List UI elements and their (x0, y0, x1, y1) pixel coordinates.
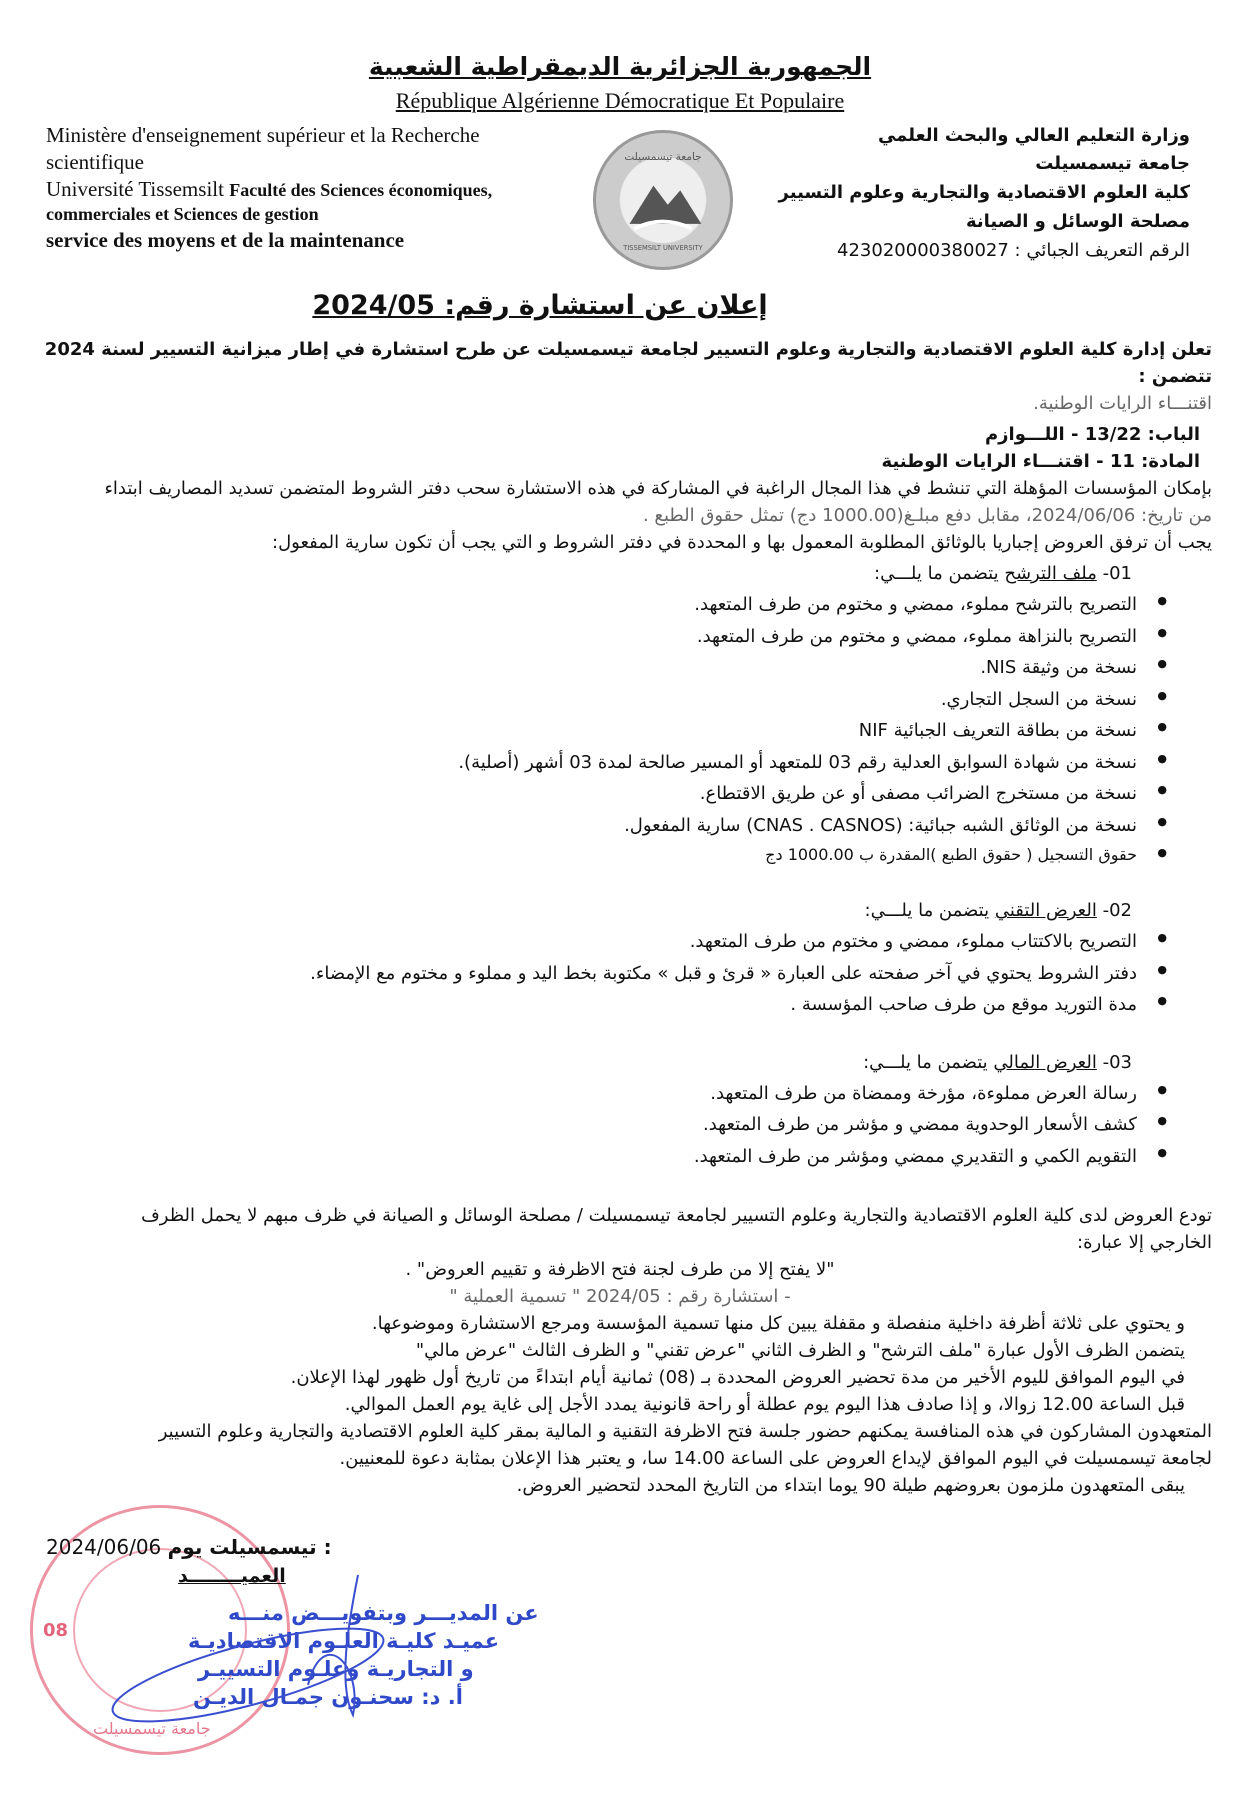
republic-title-ar: الجمهورية الجزائرية الديمقراطية الشعبية (368, 52, 872, 81)
budget-chapter: الباب: 13/22 - اللـــوازم (984, 424, 1200, 445)
submission-line: تودع العروض لدى كلية العلوم الاقتصادية والتجارية وعلوم التسيير لجامعة تيسمسيلت / مصلحة الوسائل و الصيانة في ظرف مبهم لا يحمل الظرف (141, 1205, 1212, 1226)
submission-line: الخارجي إلا عبارة: (1077, 1232, 1212, 1253)
signature-date-line (46, 1535, 332, 1559)
stamp-line: عن المديـــر وبتفويـــض منـــه (228, 1601, 539, 1625)
section-suffix: يتضمن ما يلـــي: (864, 900, 995, 921)
university-name-fr: Université Tissemsilt (46, 177, 224, 202)
list-item: ● مدة التوريد موقع من طرف صاحب المؤسسة . (28, 989, 1137, 1021)
list-item: ● نسخة من بطاقة التعريف الجبائية NIF (28, 715, 1137, 747)
budget-article: المادة: 11 - اقتنـــاء الرايات الوطنية (881, 451, 1200, 472)
section-01-heading (28, 560, 1212, 587)
intro-line: تعلن إدارة كلية العلوم الاقتصادية والتجارية وعلوم التسيير لجامعة تيسمسيلت عن طرح استشارة في إطار ميزانية التسيير لسنة 2024 تتضمن : (44, 339, 1212, 387)
announcement-title: إعلان عن استشارة رقم: 2024/05 (312, 289, 768, 321)
ministry-fr-cont: scientifique (46, 149, 144, 174)
seal-number: 08 (43, 1620, 69, 1641)
submission-line: قبل الساعة 12.00 زوالا، و إذا صادف هذا اليوم يوم عطلة أو راحة قانونية يمدد الأجل إلى غاية يوم العمل الموالي. (344, 1394, 1185, 1415)
section-number: 01- (1102, 563, 1132, 584)
submission-line: و يحتوي على ثلاثة أظرفة داخلية منفصلة و مقفلة يبين كل منها تسمية المؤسسة ومرجع الاستشارة وموضوعها. (371, 1313, 1185, 1334)
section-title: العرض التقني (994, 900, 1097, 921)
list-item: ● رسالة العرض مملوءة، مؤرخة وممضاة من طرف المتعهد. (28, 1078, 1137, 1110)
faculty-fr: Faculté des Sciences économiques, (229, 180, 493, 201)
conditions-line-2: من تاريخ: 2024/06/06، مقابل دفع مبلـغ(1000.00 دج) تمثل حقوق الطبع . (642, 505, 1212, 526)
submission-line: لجامعة تيسمسيلت في اليوم الموافق لإيداع العروض على الساعة 14.00 سا، و يعتبر هذا الإعلان بمثابة دعوة للمعنيين. (339, 1448, 1212, 1469)
signature-role: العميــــــــد (178, 1565, 286, 1587)
list-item: ● حقوق التسجيل ( حقوق الطبع )المقدرة ب 1000.00 دج (28, 841, 1137, 869)
list-item: ● دفتر الشروط يحتوي في آخر صفحته على العبارة « قرئ و قبل » مكتوبة بخط اليد و مملوء و مختوم مع الإمضاء. (28, 958, 1137, 990)
handwritten-signature (108, 1565, 408, 1735)
envelope-label: "لا يفتح إلا من طرف لجنة فتح الاظرفة و تقييم العروض" . (405, 1259, 835, 1280)
conditions-line-1: بإمكان المؤسسات المؤهلة التي تنشط في هذا المجال الراغبة في المشاركة في هذه الاستشارة سحب دفتر الشروط المتضمن تسديد المصاريف ابتداء (104, 478, 1212, 499)
submission-line: يتضمن الظرف الأول عبارة "ملف الترشح" و الظرف الثاني "عرض تقني" و الظرف الثالث "عرض مالي" (415, 1340, 1185, 1361)
section-number: 02- (1102, 900, 1132, 921)
section-03-list (28, 1078, 1212, 1173)
section-03-heading (28, 1049, 1212, 1076)
section-suffix: يتضمن ما يلـــي: (863, 1051, 994, 1073)
list-item: ● كشف الأسعار الوحدوية ممضي و مؤشر من طرف المتعهد. (28, 1109, 1137, 1141)
signature-date: 2024/06/06 (46, 1535, 162, 1559)
submission-line: المتعهدون المشاركون في هذه المنافسة يمكنهم حضور جلسة فتح الاظرفة التقنية و المالية بمقر كلية العلوم الاقتصادية والتجارية وعلوم التسيير (158, 1421, 1212, 1442)
section-01-list (28, 589, 1212, 869)
stamp-line: و التجاريـة وعلـوم التسييـر (198, 1657, 474, 1681)
faculty-fr-cont: commerciales et Sciences de gestion (46, 204, 319, 225)
stamp-line: عميـد كليـة العلـوم الاقتصاديـة (188, 1629, 500, 1653)
section-title: العرض المالي (993, 1051, 1097, 1073)
section-title: ملف الترشح (1004, 563, 1097, 584)
logo-text-en: TISSEMSILT UNIVERSITY (623, 243, 703, 252)
letterhead-ar (738, 122, 1212, 266)
list-item: ● التقويم الكمي و التقديري ممضي ومؤشر من طرف المتعهد. (28, 1141, 1137, 1173)
university-logo (588, 122, 738, 270)
signature-block (28, 1505, 1212, 1775)
list-item: ● التصريح بالاكتتاب مملوء، ممضي و مختوم من طرف المتعهد. (28, 926, 1137, 958)
section-suffix: يتضمن ما يلـــي: (874, 563, 1005, 584)
letterhead-fr (28, 122, 568, 255)
list-item: ● نسخة من السجل التجاري. (28, 684, 1137, 716)
submission-line: يبقى المتعهدون ملزمون بعروضهم طيلة 90 يوما ابتداء من التاريخ المحدد لتحضير العروض. (516, 1475, 1185, 1496)
republic-title-fr: République Algérienne Démocratique Et Populaire (395, 87, 845, 113)
list-item: ● نسخة من شهادة السوابق العدلية رقم 03 للمتعهد أو المسير صالحة لمدة 03 أشهر (أصلية). (28, 747, 1137, 779)
section-02-list (28, 926, 1212, 1021)
university-ar: جامعة تيسمسيلت (1035, 153, 1190, 175)
intro-subject: اقتنـــاء الرايات الوطنية. (1033, 393, 1212, 414)
faculty-ar: كلية العلوم الاقتصادية والتجارية وعلوم التسيير (778, 182, 1190, 204)
tax-id: الرقم التعريف الجبائي : 423020000380027 (837, 239, 1190, 261)
mountain-icon (596, 133, 730, 267)
service-fr: service des moyens et de la maintenance (46, 227, 405, 252)
logo-text-ar: جامعة تيسمسيلت (624, 150, 702, 163)
ministry-fr: Ministère d'enseignement supérieur et la Recherche (46, 122, 480, 147)
seal-text: جامعة تيسمسيلت (93, 1719, 211, 1738)
letterhead (28, 122, 1212, 270)
submission-line: في اليوم الموافق لليوم الأخير من مدة تحضير العروض المحددة بـ (08) ثمانية أيام ابتداءً من تاريخ أول ظهور لهذا الإعلان. (290, 1367, 1185, 1388)
section-number: 03- (1102, 1051, 1132, 1073)
consultation-ref: - استشارة رقم : 2024/05 " تسمية العملية " (449, 1286, 791, 1307)
section-02-heading (28, 897, 1212, 924)
conditions-line-3: يجب أن ترفق العروض إجباريا بالوثائق المطلوبة المعمول بها و المحددة في دفتر الشروط و التي يجب أن تكون سارية المفعول: (272, 532, 1212, 553)
list-item: ● نسخة من وثيقة NIS. (28, 652, 1137, 684)
service-ar: مصلحة الوسائل و الصيانة (965, 210, 1190, 232)
ministry-ar: وزارة التعليم العالي والبحث العلمي (877, 124, 1190, 146)
university-fr (46, 176, 568, 203)
list-item: ● التصريح بالترشح مملوء، ممضي و مختوم من طرف المتعهد. (28, 589, 1137, 621)
list-item: ● التصريح بالنزاهة مملوء، ممضي و مختوم من طرف المتعهد. (28, 621, 1137, 653)
signature-place: تيسمسيلت يوم : (167, 1535, 332, 1559)
list-item: ● نسخة من الوثائق الشبه جبائية: (CNAS . CASNOS) سارية المفعول. (28, 810, 1137, 842)
list-item: ● نسخة من مستخرج الضرائب مصفى أو عن طريق الاقتطاع. (28, 778, 1137, 810)
stamp-line: أ. د: سحنـون جمـال الديـن (193, 1685, 463, 1709)
